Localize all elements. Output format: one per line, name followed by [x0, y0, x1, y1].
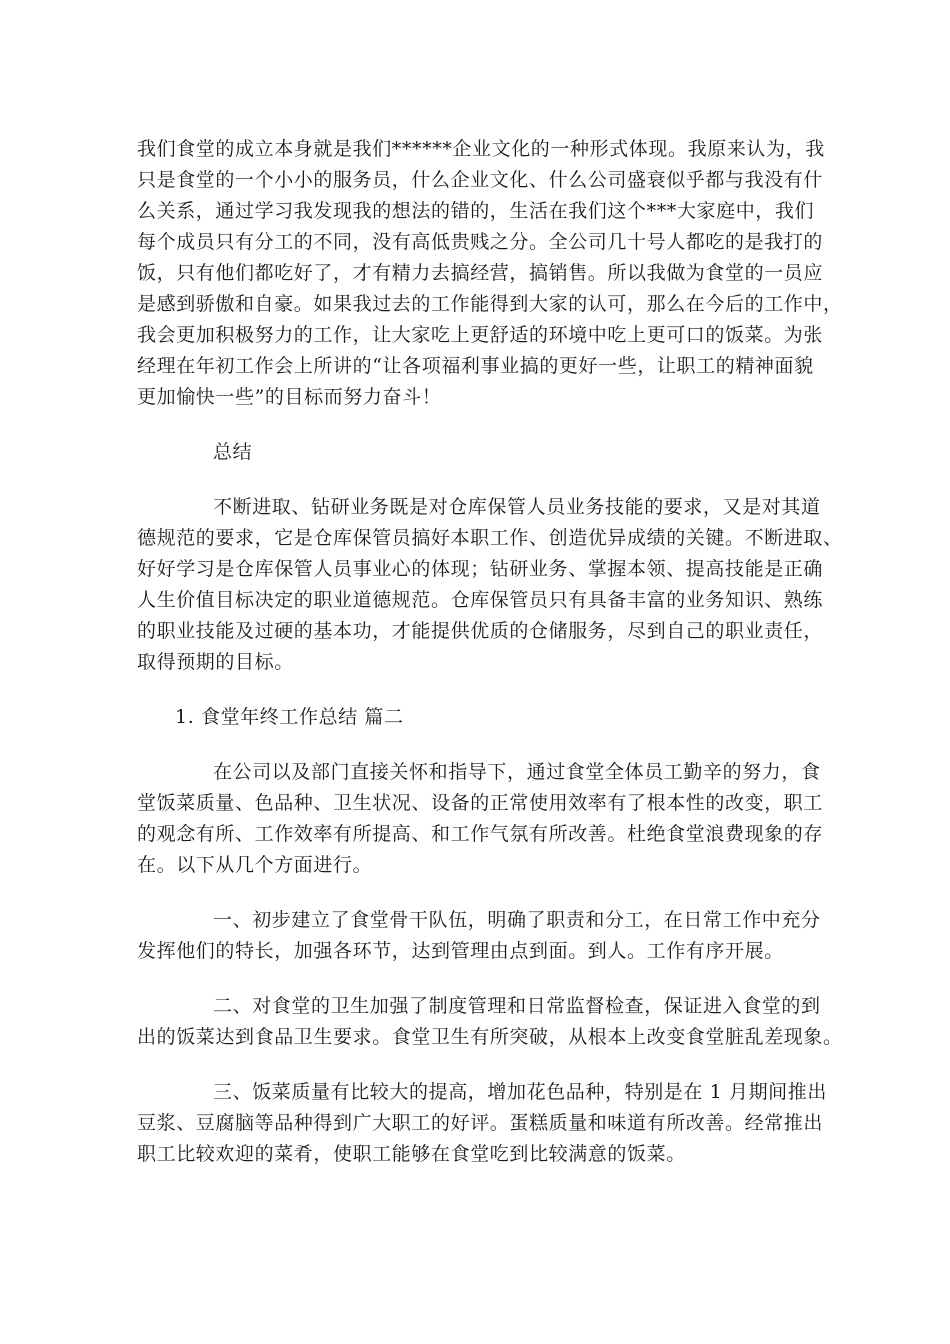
paragraph-point-one [137, 905, 821, 967]
summary-heading [137, 437, 817, 468]
text-line: 是感到骄傲和自豪。如果我过去的工作能得到大家的认可，那么在今后的工作中， [137, 293, 843, 315]
text-line: 三、饭菜质量有比较大的提高，增加花色品种，特别是在 1 月期间推出 [213, 1081, 827, 1103]
text-line: 在公司以及部门直接关怀和指导下，通过食堂全体员工勤辛的努力，食 [213, 761, 821, 783]
text-line: 我们食堂的成立本身就是我们******企业文化的一种形式体现。我原来认为，我 [137, 138, 825, 160]
text-line: 的观念有所、工作效率有所提高、和工作气氛有所改善。杜绝食堂浪费现象的存 [137, 823, 824, 845]
document-body [137, 134, 843, 1170]
text-line: 人生价值目标决定的职业道德规范。仓库保管员只有具备丰富的业务知识、熟练 [137, 589, 824, 611]
heading-text: 总结 [213, 441, 253, 463]
text-line: 在。以下从几个方面进行。 [137, 854, 373, 876]
text-line: 不断进取、钻研业务既是对仓库保管人员业务技能的要求，又是对其道 [213, 496, 821, 518]
text-line: 豆浆、豆腐脑等品种得到广大职工的好评。蛋糕质量和味道有所改善。经常推出 [137, 1112, 824, 1134]
text-line: 我会更加积极努力的工作，让大家吃上更舒适的环境中吃上更可口的饭菜。为张 [137, 324, 824, 346]
text-line: 的职业技能及过硬的基本功，才能提供优质的仓储服务，尽到自己的职业责任， [137, 620, 824, 642]
text-line: 发挥他们的特长，加强各环节，达到管理由点到面。到人。工作有序开展。 [137, 940, 784, 962]
text-line: 二、对食堂的卫生加强了制度管理和日常监督检查，保证进入食堂的到 [213, 995, 821, 1017]
paragraph-intro [137, 134, 843, 413]
text-line: 堂饭菜质量、色品种、卫生状况、设备的正常使用效率有了根本性的改变，职工 [137, 792, 824, 814]
text-line: 只是食堂的一个小小的服务员，什么企业文化、什么公司盛衰似乎都与我没有什 [137, 169, 824, 191]
text-line: 饭，只有他们都吃好了，才有精力去搞经营，搞销售。所以我做为食堂的一员应 [137, 262, 824, 284]
section-heading [137, 702, 817, 733]
text-line: 更加愉快一些”的目标而努力奋斗！ [137, 386, 442, 408]
paragraph-summary [137, 492, 843, 678]
text-line: 么关系，通过学习我发现我的想法的错的，生活在我们这个***大家庭中，我们 [137, 200, 815, 222]
text-line: 每个成员只有分工的不同，没有高低贵贱之分。全公司几十号人都吃的是我打的 [137, 231, 824, 253]
text-line: 取得预期的目标。 [137, 651, 294, 673]
paragraph-point-two [137, 991, 843, 1053]
paragraph-section-intro [137, 757, 824, 881]
text-line: 出的饭菜达到食品卫生要求。食堂卫生有所突破，从根本上改变食堂脏乱差现象。 [137, 1026, 843, 1048]
text-line: 好好学习是仓库保管人员事业心的体现；钻研业务、掌握本领、提高技能是正确 [137, 558, 824, 580]
paragraph-point-three [137, 1077, 827, 1170]
text-line: 职工比较欢迎的菜肴，使职工能够在食堂吃到比较满意的饭菜。 [137, 1143, 686, 1165]
text-line: 经理在年初工作会上所讲的“让各项福利事业搞的更好一些，让职工的精神面貌 [137, 355, 814, 377]
heading-text: 1. 食堂年终工作总结 篇二 [175, 706, 404, 728]
text-line: 德规范的要求，它是仓库保管员搞好本职工作、创造优异成绩的关键。不断进取、 [137, 527, 843, 549]
text-line: 一、初步建立了食堂骨干队伍，明确了职责和分工，在日常工作中充分 [213, 909, 821, 931]
